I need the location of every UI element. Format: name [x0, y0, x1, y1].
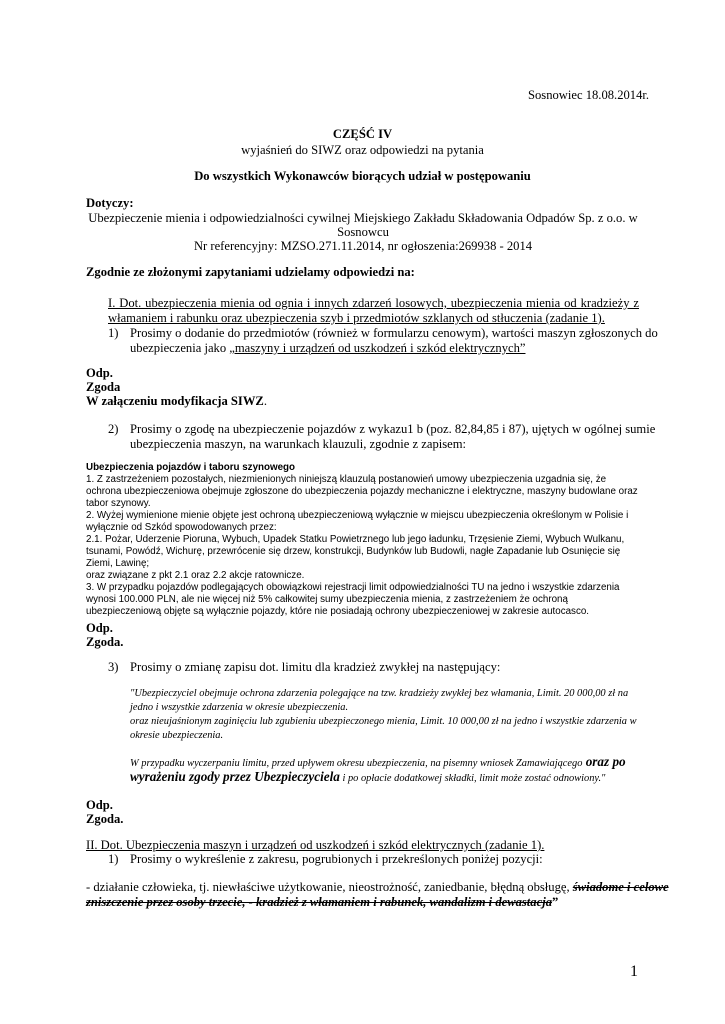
answer-label: Odp. [86, 621, 113, 635]
answer-text: Zgoda. [86, 812, 124, 826]
clause-line: 1. Z zastrzeżeniem pozostałych, niezmienionych niniejszą klauzulą postanowień umowy ubezpieczenia uzgadnia się, że [86, 474, 607, 485]
question-number: 3) [108, 660, 119, 674]
clause-line: ochrona ubezpieczeniowa obejmuje zgłoszone do ubezpieczenia pojazdy mechaniczne i elektryczne, maszyny budowlane oraz [86, 486, 638, 497]
answer-note: W załączeniu modyfikacja SIWZ. [86, 394, 267, 408]
question-text: Prosimy o dodanie do przedmiotów (również w formularzu cenowym), wartości maszyn zgłoszonych do [130, 326, 658, 340]
subject-label: Dotyczy: [86, 196, 134, 210]
answer-text: Zgoda. [86, 635, 124, 649]
section-title: II. Dot. Ubezpieczenia maszyn i urządzeń od uszkodzeń i szkód elektrycznych (zadanie 1). [86, 838, 545, 852]
part-subtitle: wyjaśnień do SIWZ oraz odpowiedzi na pytania [241, 143, 484, 157]
question-text: Prosimy o zmianę zapisu dot. limitu dla kradzież zwykłej na następujący: [130, 660, 501, 674]
section-title: I. Dot. ubezpieczenia mienia od ognia i innych zdarzeń losowych, ubezpieczenia mienia od kradzieży z [108, 296, 639, 310]
clause-line: wyłącznie od Szkód spowodowanych przez: [86, 522, 277, 533]
page-number: 1 [630, 963, 638, 980]
quoted-item: „maszyny i urządzeń od uszkodzeń i szkód elektrycznych” [229, 341, 526, 355]
question-number: 1) [108, 852, 119, 866]
clause-line: wynosi 100.000 PLN, ale nie więcej niż 5% całkowitej sumy ubezpieczenia mienia, z zastrzeżeniem że ochroną [86, 594, 568, 605]
struck-item: zniszczenie przez osoby trzecie, - kradzież z włamaniem i rabunek, wandalizm i dewastacja” [86, 895, 559, 909]
clause-title: Ubezpieczenia pojazdów i taboru szynowego [86, 462, 296, 473]
place-date: Sosnowiec 18.08.2014r. [528, 88, 650, 102]
quote-line: oraz nieujaśnionym zaginięciu lub zgubieniu ubezpieczonego mienia, Limit. 10 000,00 zł na jedno i wszystkie zdarzenia w [130, 716, 637, 727]
quote-line: jedno i wszystkie zdarzenia w okresie ubezpieczenia. [130, 702, 349, 713]
clause-line: tsunami, Powódź, Wichurę, przewrócenie się drzew, konstrukcji, Budynków lub Budowli, nagłe Zapadanie lub Osunięcie się [86, 546, 621, 557]
question-text: Prosimy o wykreślenie z zakresu, pogrubionych i przekreślonych poniżej pozycji: [130, 852, 543, 866]
struck-item: - działanie człowieka, tj. niewłaściwe użytkowanie, nieostrożność, zaniedbanie, błędną obsługę, świadome i celowe [86, 880, 669, 894]
clause-line: ubezpieczeniową objęte są wyłącznie pojazdy, które nie posiadają ochrony ubezpieczeniowej w zakresie autocasco. [86, 606, 590, 617]
quote-line: W przypadku wyczerpaniu limitu, przed upływem okresu ubezpieczenia, na pisemny wniosek Zamawiającego oraz po [130, 754, 626, 769]
quote-line: okresie ubezpieczenia. [130, 730, 224, 741]
question-text: ubezpieczenia jako „maszyny i urządzeń od uszkodzeń i szkód elektrycznych” [130, 341, 526, 355]
clause-line: 3. W przypadku pojazdów podlegających obowiązkowi rejestracji limit odpowiedzialności TU na jedno i wszystkie zdarzenia [86, 582, 620, 593]
intro-heading: Zgodnie ze złożonymi zapytaniami udzielamy odpowiedzi na: [86, 265, 415, 279]
quote-line: wyrażeniu zgody przez Ubezpieczyciela i po opłacie dodatkowej składki, limit może zostać odnowiony." [130, 769, 606, 784]
section-title: włamaniem i rabunku oraz ubezpieczenia szyb i przedmiotów szklanych od stłuczenia (zadanie 1). [108, 311, 605, 325]
question-number: 2) [108, 422, 119, 436]
clause-line: tabor szynowy. [86, 498, 151, 509]
part-title: CZĘŚĆ IV [332, 127, 393, 141]
clause-line: 2.1. Pożar, Uderzenie Pioruna, Wybuch, Upadek Statku Powietrznego lub jego ładunku, Trzęsienie Ziemi, Wybuch Wulkanu, [86, 534, 625, 545]
clause-line: Ziemi, Lawinę; [86, 558, 150, 569]
answer-label: Odp. [86, 366, 113, 380]
reference-number: Nr referencyjny: MZSO.271.11.2014, nr ogłoszenia:269938 - 2014 [193, 239, 533, 253]
answer-text: Zgoda [86, 380, 121, 394]
question-number: 1) [108, 326, 119, 340]
addressee: Do wszystkich Wykonawców biorących udział w postępowaniu [194, 169, 531, 183]
clause-line: oraz związane z pkt 2.1 oraz 2.2 akcje ratownicze. [86, 570, 305, 581]
question-text: ubezpieczenia maszyn, na warunkach klauzuli, zgodnie z zapisem: [130, 437, 467, 451]
subject-line: Sosnowcu [337, 225, 389, 239]
clause-line: 2. Wyżej wymienione mienie objęte jest ochroną ubezpieczeniową wyłącznie w miejscu ubezpieczenia określonym w Polisie i [86, 510, 629, 521]
quote-line: "Ubezpieczyciel obejmuje ochrona zdarzenia polegające na tzw. kradzieży zwykłej bez włamania, Limit. 20 000,00 zł na [130, 688, 629, 699]
question-text: Prosimy o zgodę na ubezpieczenie pojazdów z wykazu1 b (poz. 82,84,85 i 87), ujętych w ogólnej sumie [130, 422, 656, 436]
answer-label: Odp. [86, 798, 113, 812]
subject-line: Ubezpieczenie mienia i odpowiedzialności cywilnej Miejskiego Zakładu Składowania Odpadów Sp. z o.o. w [88, 211, 638, 225]
